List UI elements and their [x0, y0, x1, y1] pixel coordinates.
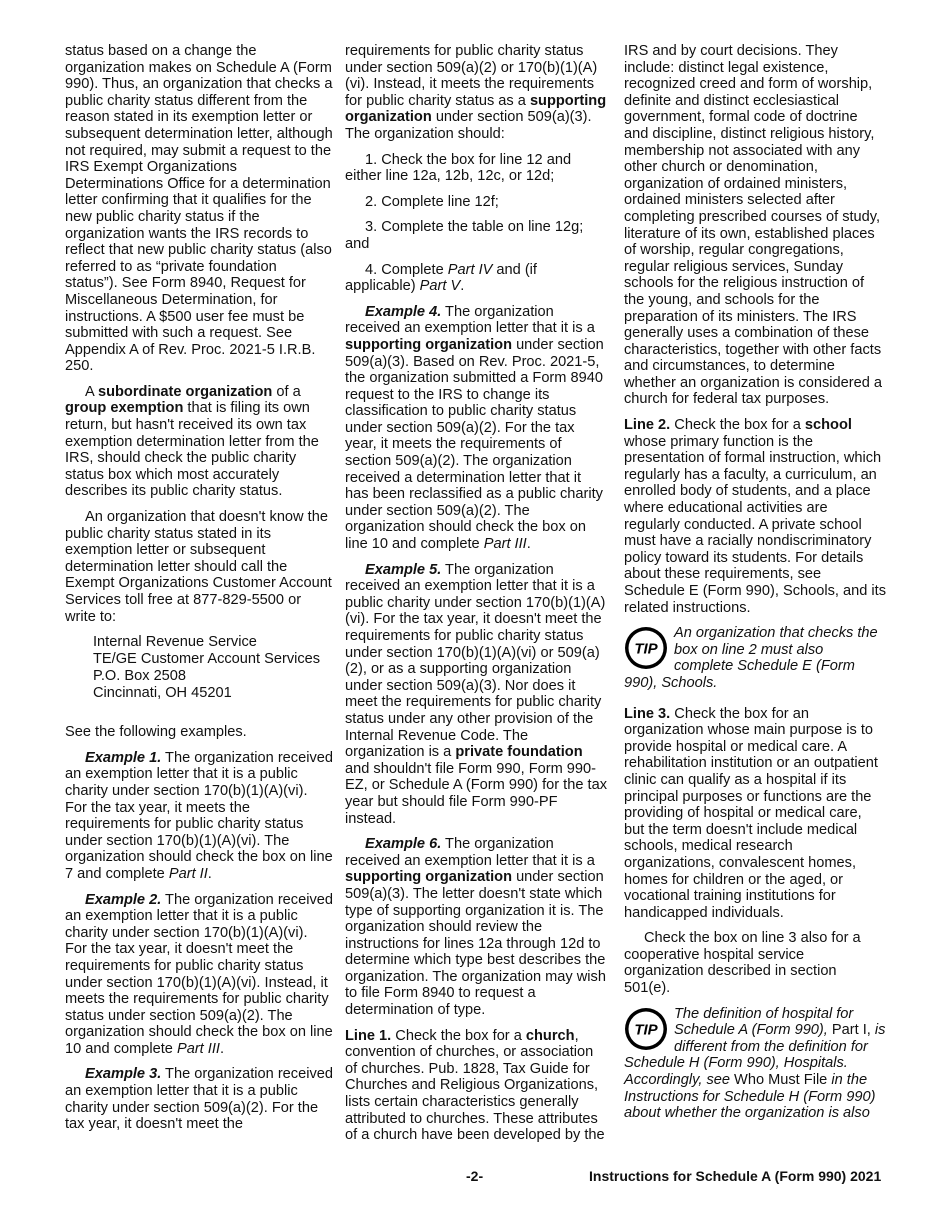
- tip-icon-label: TIP: [634, 1021, 658, 1039]
- column-1: [65, 43, 333, 1142]
- list-item: 1. Check the box for line 12 and either line 12a, 12b, 12c, or 12d;: [345, 151, 572, 185]
- column-3: [624, 43, 886, 1136]
- example-1: Example 1. The organization received an exemption letter that it is a public charity under section 170(b)(1)(A)(vi). For the tax year, it meets the requirements for public charity status under section 170(b)(1)(A)(vi). The organization should check the box on line 7 and complete Part II.: [65, 749, 333, 882]
- tip-icon-label: TIP: [634, 640, 658, 658]
- paragraph: Check the box on line 3 also for a cooperative hospital service organization described in section 501(e).: [624, 930, 861, 997]
- address-line: TE/GE Customer Account Services: [93, 651, 321, 668]
- list-item: 3. Complete the table on line 12g; and: [345, 219, 584, 252]
- line-1-instructions: Line 1. Check the box for a church, convention of churches, or association of churches. Pub. 1828, Tax Guide for Churches and Religious Organizations, lists certain characteristics generally attributed to churches. These attributes of a church have been developed by the: [345, 1027, 605, 1144]
- paragraph: An organization that doesn't know the public charity status stated in its exemption letter or subsequent determination letter should call the Exempt Organizations Customer Account Services toll free at 877-829-5500 or write to:: [65, 509, 332, 625]
- line-3-instructions: Line 3. Check the box for an organization whose main purpose is to provide hospital or medical care. A rehabilitation institution or an outpatient clinic can qualify as a hospital if its principal purposes or functions are the providing of hospital or medical care, but the term doesn't include medical schools, medical research organizations, convalescent homes, homes for children or the aged, or vocational training institutions for handicapped individuals.: [624, 705, 878, 921]
- tip-text: The definition of hospital for Schedule A (Form 990), Part I, is different from the definition for Schedule H (Form 990), Hospitals. Accordingly, see Who Must File in the Instructions for Schedule H (Form 990) about whether the organization is also: [624, 1005, 886, 1122]
- document-title: Instructions for Schedule A (Form 990) 2021: [589, 1168, 882, 1184]
- paragraph: status based on a change the organization makes on Schedule A (Form 990). Thus, an organization that checks a public charity status different from the reason stated in its exemption letter or subsequent determination letter, although not required, may submit a request to the IRS Exempt Organizations Determinations Office for a determination letter confirming that it qualifies for the new public charity status if the organization wants the IRS records to reflect that new public charity status (also referred to as “private foundation status”). See Form 8940, Request for Miscellaneous Determination, for instructions. A $500 user fee must be submitted with such a request. See Appendix A of Rev. Proc. 2021-5 I.R.B. 250.: [65, 43, 333, 375]
- tip-icon: [624, 626, 668, 670]
- address-line: Internal Revenue Service: [93, 634, 257, 651]
- paragraph: IRS and by court decisions. They include: distinct legal existence, recognized creed and form of worship, definite and distinct ecclesiastical government, formal code of doctrine and discipline, distinct religious history, membership not associated with any other church or denomination, organization of ordained ministers, ordained ministers selected after completing prescribed courses of study, literature of its own, established places of worship, regular congregations, regular religious services, Sunday schools for the religious instruction of the young, and schools for the preparation of its ministers. The IRS generally uses a combination of these characteristics, together with other facts and circumstances, to determine whether an organization is considered a church for federal tax purposes.: [624, 43, 882, 408]
- example-2: Example 2. The organization received an exemption letter that it is a public charity under section 170(b)(1)(A)(vi). For the tax year, it doesn't meet the requirements for public charity status under section 170(b)(1)(A)(vi). Instead, it meets the requirements for public charity status under section 509(a)(2). The organization should check the box on line 10 and complete Part III.: [65, 891, 333, 1057]
- list-item: 2. Complete line 12f;: [365, 193, 499, 210]
- address-line: Cincinnati, OH 45201: [93, 685, 232, 702]
- paragraph: See the following examples.: [65, 724, 247, 741]
- example-4: Example 4. The organization received an exemption letter that it is a supporting organization under section 509(a)(3). Based on Rev. Proc. 2021-5, the organization submitted a Form 8940 request to the IRS to change its classification to public charity status under section 509(a)(2). For the tax year, it meets the requirements of section 509(a)(2). The organization received a determination letter that it has been reclassified as a public charity under section 509(a)(2). The organization should check the box on line 10 and complete Part III.: [345, 303, 604, 553]
- page-number: -2-: [466, 1168, 484, 1184]
- list-item: 4. Complete Part IV and (if applicable) Part V.: [345, 261, 537, 295]
- tip-text: An organization that checks the box on line 2 must also complete Schedule E (Form 990), Schools.: [624, 625, 878, 691]
- tip-note: [624, 625, 886, 691]
- example-5: Example 5. The organization received an exemption letter that it is a public charity under section 170(b)(1)(A)(vi). For the tax year, it doesn't meet the requirements for public charity status under section 170(b)(1)(A)(vi) or 509(a)(2), or as a supporting organization under section 509(a)(3). Nor does it meet the requirements for public charity status under any other provision of the Internal Revenue Code. The organization is a private foundation and shouldn't file Form 990, Form 990-EZ, or Schedule A (Form 990) for the tax year but should file Form 990-PF instead.: [345, 561, 607, 827]
- tip-note: [624, 1006, 886, 1122]
- irs-address: [93, 634, 333, 702]
- example-6: Example 6. The organization received an exemption letter that it is a supporting organization under section 509(a)(3). The letter doesn't state which type of supporting organization it is. The organization should review the instructions for lines 12a through 12d to determine which type best describes the organization. The organization may wish to file Form 8940 to request a determination of type.: [345, 836, 606, 1019]
- column-2: [345, 43, 607, 1153]
- example-3: Example 3. The organization received an exemption letter that it is a public charity under section 509(a)(2). For the tax year, it doesn't meet the: [65, 1066, 333, 1133]
- paragraph: A subordinate organization of a group exemption that is filing its own return, but hasn't received its own tax exemption determination letter from the IRS, should check the public charity status box which most accurately describes its public charity status.: [65, 383, 319, 500]
- line-2-instructions: Line 2. Check the box for a school whose primary function is the presentation of formal instruction, which regularly has a faculty, a curriculum, an enrolled body of students, and a place where educational activities are regularly conducted. A private school must have a racially nondiscriminatory policy toward its students. For details about these requirements, see Schedule E (Form 990), Schools, and its related instructions.: [624, 417, 887, 616]
- address-line: P.O. Box 2508: [93, 668, 187, 685]
- paragraph: requirements for public charity status under section 509(a)(2) or 170(b)(1)(A)(vi). Instead, it meets the requirements for public charity status as a supporting organization under section 509(a)(3). The organization should:: [345, 43, 607, 142]
- tip-icon: [624, 1007, 668, 1051]
